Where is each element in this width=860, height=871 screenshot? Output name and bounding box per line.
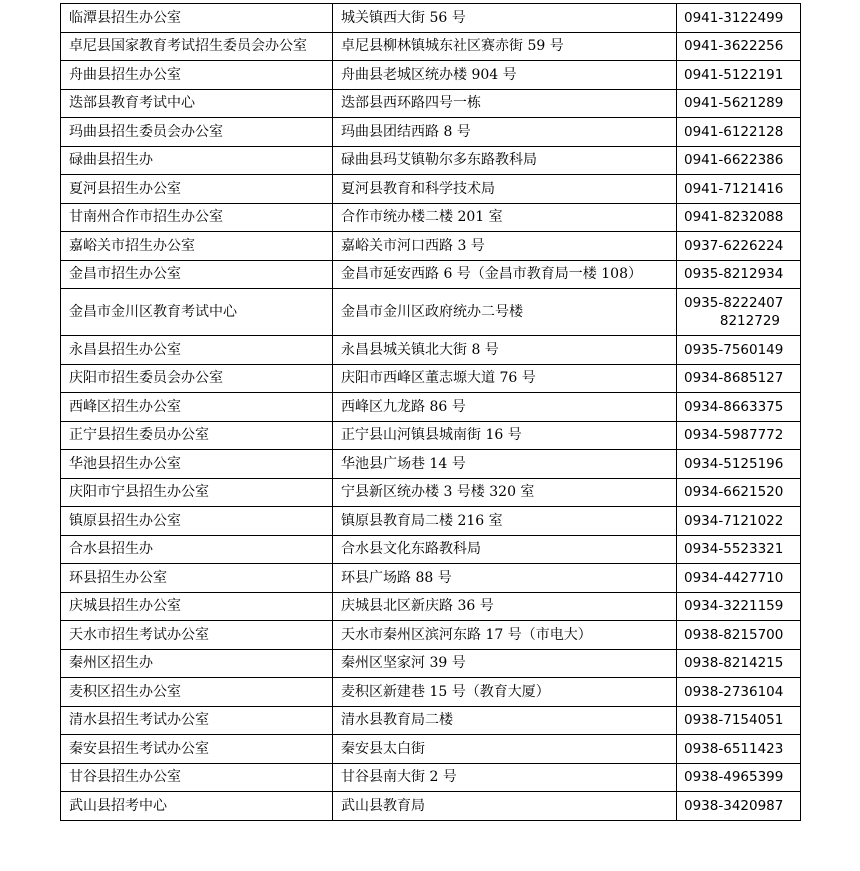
- table-row: [61, 450, 801, 479]
- office-name-cell: 临潭县招生办公室: [61, 4, 333, 33]
- office-name-cell: 迭部县教育考试中心: [61, 89, 333, 118]
- table-row: [61, 706, 801, 735]
- phone-cell: 0934-5523321: [677, 535, 801, 564]
- office-name-cell: 舟曲县招生办公室: [61, 61, 333, 90]
- office-name-cell: 卓尼县国家教育考试招生委员会办公室: [61, 32, 333, 61]
- office-name-cell: 夏河县招生办公室: [61, 175, 333, 204]
- office-name-cell: 甘谷县招生办公室: [61, 763, 333, 792]
- phone-number: 0935-8222407: [684, 295, 784, 311]
- office-name-cell: 秦安县招生考试办公室: [61, 735, 333, 764]
- address-cell: 玛曲县团结西路 8 号: [333, 118, 677, 147]
- address-cell: 金昌市金川区政府统办二号楼: [333, 289, 677, 336]
- office-name-cell: 环县招生办公室: [61, 564, 333, 593]
- phone-cell: 0934-3221159: [677, 592, 801, 621]
- office-name-cell: 西峰区招生办公室: [61, 393, 333, 422]
- address-cell: 清水县教育局二楼: [333, 706, 677, 735]
- table-row: [61, 393, 801, 422]
- phone-number-secondary: 8212729: [719, 313, 780, 329]
- phone-cell: 0941-3122499: [677, 4, 801, 33]
- office-name-cell: 金昌市招生办公室: [61, 260, 333, 289]
- table-row: [61, 336, 801, 365]
- office-name-cell: 庆阳市宁县招生办公室: [61, 478, 333, 507]
- address-cell: 秦安县太白街: [333, 735, 677, 764]
- office-name-cell: 玛曲县招生委员会办公室: [61, 118, 333, 147]
- office-name-cell: 金昌市金川区教育考试中心: [61, 289, 333, 336]
- phone-cell: 0941-3622256: [677, 32, 801, 61]
- phone-cell: 0941-6122128: [677, 118, 801, 147]
- office-name-cell: 武山县招考中心: [61, 792, 333, 821]
- office-name-cell: 庆阳市招生委员会办公室: [61, 364, 333, 393]
- address-cell: 秦州区坚家河 39 号: [333, 649, 677, 678]
- phone-cell: 0938-7154051: [677, 706, 801, 735]
- phone-cell: 0938-4965399: [677, 763, 801, 792]
- admissions-office-table: [60, 3, 801, 821]
- address-cell: 卓尼县柳林镇城东社区赛赤街 59 号: [333, 32, 677, 61]
- table-row: [61, 89, 801, 118]
- table-row: [61, 621, 801, 650]
- table-row: [61, 175, 801, 204]
- office-name-cell: 庆城县招生办公室: [61, 592, 333, 621]
- address-cell: 华池县广场巷 14 号: [333, 450, 677, 479]
- table-row: [61, 678, 801, 707]
- table-row: [61, 564, 801, 593]
- phone-cell: 0941-8232088: [677, 203, 801, 232]
- table-row: [61, 763, 801, 792]
- admissions-office-table-container: [60, 3, 800, 821]
- table-row: [61, 735, 801, 764]
- table-row: [61, 118, 801, 147]
- office-name-cell: 嘉峪关市招生办公室: [61, 232, 333, 261]
- address-cell: 西峰区九龙路 86 号: [333, 393, 677, 422]
- office-name-cell: 麦积区招生办公室: [61, 678, 333, 707]
- phone-cell: 0934-7121022: [677, 507, 801, 536]
- phone-cell: 0938-3420987: [677, 792, 801, 821]
- address-cell: 碌曲县玛艾镇勒尔多东路教科局: [333, 146, 677, 175]
- table-row: [61, 260, 801, 289]
- address-cell: 庆城县北区新庆路 36 号: [333, 592, 677, 621]
- phone-cell: 0941-7121416: [677, 175, 801, 204]
- office-name-cell: 永昌县招生办公室: [61, 336, 333, 365]
- phone-cell: 0937-6226224: [677, 232, 801, 261]
- address-cell: 庆阳市西峰区董志塬大道 76 号: [333, 364, 677, 393]
- address-cell: 正宁县山河镇县城南街 16 号: [333, 421, 677, 450]
- table-row: [61, 289, 801, 336]
- table-row: [61, 32, 801, 61]
- table-row: [61, 364, 801, 393]
- address-cell: 合水县文化东路教科局: [333, 535, 677, 564]
- address-cell: 天水市秦州区滨河东路 17 号（市电大）: [333, 621, 677, 650]
- office-name-cell: 正宁县招生委员办公室: [61, 421, 333, 450]
- table-row: [61, 203, 801, 232]
- table-body: [61, 4, 801, 821]
- address-cell: 舟曲县老城区统办楼 904 号: [333, 61, 677, 90]
- phone-cell: 0934-6621520: [677, 478, 801, 507]
- table-row: [61, 649, 801, 678]
- address-cell: 嘉峪关市河口西路 3 号: [333, 232, 677, 261]
- office-name-cell: 华池县招生办公室: [61, 450, 333, 479]
- office-name-cell: 合水县招生办: [61, 535, 333, 564]
- phone-cell: 0938-8215700: [677, 621, 801, 650]
- address-cell: 宁县新区统办楼 3 号楼 320 室: [333, 478, 677, 507]
- office-name-cell: 镇原县招生办公室: [61, 507, 333, 536]
- phone-cell: [677, 289, 801, 336]
- phone-cell: 0934-5987772: [677, 421, 801, 450]
- phone-cell: 0934-8663375: [677, 393, 801, 422]
- address-cell: 城关镇西大街 56 号: [333, 4, 677, 33]
- table-row: [61, 592, 801, 621]
- address-cell: 甘谷县南大街 2 号: [333, 763, 677, 792]
- address-cell: 金昌市延安西路 6 号（金昌市教育局一楼 108）: [333, 260, 677, 289]
- phone-cell: 0935-7560149: [677, 336, 801, 365]
- office-name-cell: 碌曲县招生办: [61, 146, 333, 175]
- address-cell: 迭部县西环路四号一栋: [333, 89, 677, 118]
- address-cell: 合作市统办楼二楼 201 室: [333, 203, 677, 232]
- table-row: [61, 4, 801, 33]
- office-name-cell: 秦州区招生办: [61, 649, 333, 678]
- phone-cell: 0941-5122191: [677, 61, 801, 90]
- table-row: [61, 792, 801, 821]
- office-name-cell: 清水县招生考试办公室: [61, 706, 333, 735]
- table-row: [61, 507, 801, 536]
- office-name-cell: 甘南州合作市招生办公室: [61, 203, 333, 232]
- phone-cell: 0938-2736104: [677, 678, 801, 707]
- address-cell: 环县广场路 88 号: [333, 564, 677, 593]
- phone-cell: 0934-8685127: [677, 364, 801, 393]
- address-cell: 镇原县教育局二楼 216 室: [333, 507, 677, 536]
- table-row: [61, 421, 801, 450]
- table-row: [61, 232, 801, 261]
- phone-cell: 0934-5125196: [677, 450, 801, 479]
- phone-cell: 0938-8214215: [677, 649, 801, 678]
- phone-cell: 0938-6511423: [677, 735, 801, 764]
- phone-cell: 0941-5621289: [677, 89, 801, 118]
- address-cell: 麦积区新建巷 15 号（教育大厦）: [333, 678, 677, 707]
- address-cell: 夏河县教育和科学技术局: [333, 175, 677, 204]
- table-row: [61, 146, 801, 175]
- office-name-cell: 天水市招生考试办公室: [61, 621, 333, 650]
- table-row: [61, 535, 801, 564]
- address-cell: 永昌县城关镇北大街 8 号: [333, 336, 677, 365]
- address-cell: 武山县教育局: [333, 792, 677, 821]
- phone-cell: 0941-6622386: [677, 146, 801, 175]
- table-row: [61, 478, 801, 507]
- phone-cell: 0935-8212934: [677, 260, 801, 289]
- table-row: [61, 61, 801, 90]
- phone-cell: 0934-4427710: [677, 564, 801, 593]
